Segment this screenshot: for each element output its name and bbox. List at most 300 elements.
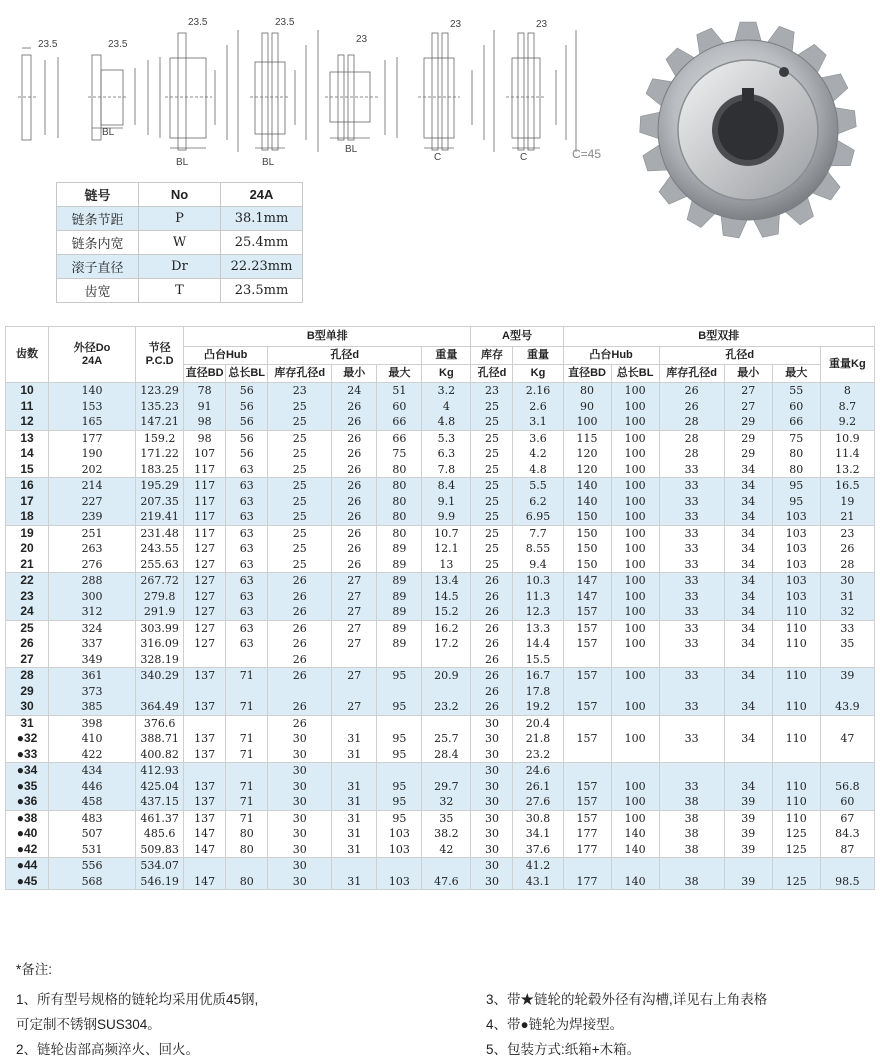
table-cell (332, 858, 377, 874)
table-cell: 4 (422, 399, 471, 415)
table-cell: 177 (49, 430, 136, 446)
teeth-cell: 11 (6, 399, 49, 415)
table-cell: 140 (611, 874, 659, 890)
table-row (6, 826, 875, 842)
table-cell: 32 (820, 604, 874, 620)
table-cell: 120 (563, 446, 611, 462)
table-cell (659, 652, 724, 668)
table-cell: 157 (563, 731, 611, 747)
table-row (6, 573, 875, 589)
note-item: 5、包装方式:纸箱+木箱。 (486, 1042, 641, 1057)
table-cell: 30 (268, 794, 332, 810)
dim-label: 23 (450, 19, 462, 30)
table-cell: 534.07 (136, 858, 184, 874)
header-text: 外径Do (73, 341, 111, 354)
table-cell: 31 (332, 810, 377, 826)
c-dimension-note: C=45 (572, 147, 602, 161)
table-cell: 71 (226, 810, 268, 826)
header-cell: 库存孔径d (659, 365, 724, 383)
table-cell: 12.1 (422, 541, 471, 557)
table-cell: 100 (611, 399, 659, 415)
table-cell: 34 (724, 668, 772, 684)
table-cell: 177 (563, 874, 611, 890)
note-item: 可定制不锈钢SUS304。 (16, 1017, 161, 1032)
table-cell: 33 (659, 589, 724, 605)
table-cell (724, 858, 772, 874)
table-cell: 80 (226, 826, 268, 842)
table-cell (226, 858, 268, 874)
table-cell: 8.55 (513, 541, 563, 557)
table-cell: 25 (268, 541, 332, 557)
spec-header-cell: 24A (221, 183, 303, 207)
table-cell: 30 (268, 810, 332, 826)
table-cell: 87 (820, 842, 874, 858)
table-cell: 60 (377, 399, 422, 415)
table-row (6, 842, 875, 858)
table-cell (611, 652, 659, 668)
table-cell: 34.1 (513, 826, 563, 842)
header-text: 节径 (148, 341, 171, 354)
drawing-b-single (165, 30, 238, 152)
table-cell: 26 (332, 414, 377, 430)
note-item: 1、所有型号规格的链轮均采用优质45钢, (16, 992, 259, 1007)
table-cell (772, 763, 820, 779)
table-cell: 25 (268, 478, 332, 494)
table-cell: 98 (184, 430, 226, 446)
chain-spec-table (56, 182, 303, 303)
table-cell: 25 (471, 541, 513, 557)
dim-label: 23.5 (275, 17, 295, 28)
table-cell: 13.2 (820, 462, 874, 478)
table-cell: 157 (563, 779, 611, 795)
table-cell: 153 (49, 399, 136, 415)
table-cell: 100 (611, 557, 659, 573)
table-cell: 63 (226, 462, 268, 478)
table-cell (820, 763, 874, 779)
table-cell: 103 (772, 573, 820, 589)
table-cell: 117 (184, 478, 226, 494)
table-cell: 483 (49, 810, 136, 826)
teeth-cell: 21 (6, 557, 49, 573)
table-cell: 110 (772, 636, 820, 652)
table-cell (772, 652, 820, 668)
table-cell: 30 (471, 763, 513, 779)
table-cell (136, 684, 184, 700)
table-cell: 39 (820, 668, 874, 684)
table-cell: 63 (226, 636, 268, 652)
table-cell (659, 715, 724, 731)
table-cell: 30 (268, 747, 332, 763)
table-cell: 26 (268, 573, 332, 589)
table-cell: 10.9 (820, 430, 874, 446)
table-cell: 31 (332, 779, 377, 795)
table-cell: 2.16 (513, 383, 563, 399)
table-cell: 26 (332, 557, 377, 573)
table-cell: 31 (820, 589, 874, 605)
table-cell (820, 652, 874, 668)
table-cell: 26 (268, 636, 332, 652)
table-cell: 137 (184, 779, 226, 795)
table-cell: 26 (332, 446, 377, 462)
table-cell (332, 652, 377, 668)
teeth-cell: 14 (6, 446, 49, 462)
teeth-cell: 15 (6, 462, 49, 478)
table-row (6, 858, 875, 874)
dim-label: BL (176, 157, 189, 168)
table-cell: 71 (226, 731, 268, 747)
table-cell: 20.4 (513, 715, 563, 731)
table-cell: 63 (226, 620, 268, 636)
table-cell: 29 (724, 430, 772, 446)
header-cell: 库存 (471, 347, 513, 365)
header-cell: 凸台Hub (563, 347, 659, 365)
table-cell: 140 (611, 826, 659, 842)
table-cell: 100 (611, 414, 659, 430)
table-cell: 171.22 (136, 446, 184, 462)
table-cell: 30 (471, 747, 513, 763)
header-cell: 直径BD (563, 365, 611, 383)
table-cell (332, 684, 377, 700)
table-cell: 75 (772, 430, 820, 446)
table-cell: 13.4 (422, 573, 471, 589)
table-cell: 63 (226, 478, 268, 494)
table-cell: 140 (563, 494, 611, 510)
table-cell (820, 715, 874, 731)
table-cell: 30 (268, 874, 332, 890)
table-cell: 33 (659, 557, 724, 573)
table-cell: 33 (659, 604, 724, 620)
table-cell: 110 (772, 794, 820, 810)
table-cell: 27 (332, 668, 377, 684)
header-cell: 凸台Hub (184, 347, 268, 365)
spec-cell: W (139, 231, 221, 255)
table-cell: 190 (49, 446, 136, 462)
table-cell: 30 (471, 731, 513, 747)
table-row (6, 715, 875, 731)
table-cell (332, 715, 377, 731)
table-cell: 26 (471, 604, 513, 620)
table-cell (377, 858, 422, 874)
header-cell: A型号 (471, 327, 563, 347)
teeth-cell: 17 (6, 494, 49, 510)
table-cell: 458 (49, 794, 136, 810)
table-cell: 30 (268, 763, 332, 779)
table-row (6, 763, 875, 779)
table-cell: 27 (332, 636, 377, 652)
table-cell: 127 (184, 620, 226, 636)
header-cell: 直径BD (184, 365, 226, 383)
table-cell: 207.35 (136, 494, 184, 510)
table-cell: 316.09 (136, 636, 184, 652)
header-cell (136, 327, 184, 383)
table-cell: 100 (611, 731, 659, 747)
table-cell: 135.23 (136, 399, 184, 415)
table-cell: 110 (772, 810, 820, 826)
table-cell: 9.2 (820, 414, 874, 430)
table-cell: 16.5 (820, 478, 874, 494)
table-cell (611, 684, 659, 700)
table-cell: 110 (772, 731, 820, 747)
table-cell: 110 (772, 620, 820, 636)
table-cell (772, 747, 820, 763)
table-cell (724, 684, 772, 700)
teeth-cell: ●34 (6, 763, 49, 779)
table-cell (422, 684, 471, 700)
table-cell: 39 (724, 826, 772, 842)
table-cell: 37.6 (513, 842, 563, 858)
table-cell (563, 858, 611, 874)
drawing-plate-type (18, 48, 58, 140)
table-cell: 33 (659, 478, 724, 494)
table-cell: 147 (563, 573, 611, 589)
table-cell: 100 (611, 589, 659, 605)
table-cell: 34 (724, 557, 772, 573)
table-row (6, 446, 875, 462)
table-cell: 25 (268, 414, 332, 430)
table-row (6, 399, 875, 415)
table-cell: 100 (611, 779, 659, 795)
table-cell: 150 (563, 557, 611, 573)
table-cell: 349 (49, 652, 136, 668)
table-cell: 33 (659, 509, 724, 525)
table-cell: 34 (724, 779, 772, 795)
table-cell: 100 (611, 699, 659, 715)
table-cell: 25 (268, 446, 332, 462)
table-cell (611, 858, 659, 874)
table-cell: 157 (563, 636, 611, 652)
table-cell: 66 (377, 430, 422, 446)
table-cell: 437.15 (136, 794, 184, 810)
teeth-cell: 25 (6, 620, 49, 636)
table-cell: 485.6 (136, 826, 184, 842)
table-cell: 243.55 (136, 541, 184, 557)
table-cell (724, 763, 772, 779)
table-cell: 89 (377, 557, 422, 573)
table-cell: 425.04 (136, 779, 184, 795)
table-row (6, 462, 875, 478)
header-cell: 重量 (422, 347, 471, 365)
header-text: 24A (81, 354, 103, 367)
table-cell: 30 (820, 573, 874, 589)
table-cell: 10.3 (513, 573, 563, 589)
table-cell: 26 (268, 620, 332, 636)
table-cell: 80 (563, 383, 611, 399)
table-cell: 33 (659, 668, 724, 684)
header-cell: 最小 (724, 365, 772, 383)
table-cell: 38 (659, 842, 724, 858)
table-cell: 107 (184, 446, 226, 462)
table-cell: 16.2 (422, 620, 471, 636)
table-cell: 33 (659, 636, 724, 652)
table-cell: 31 (332, 842, 377, 858)
table-cell: 38 (659, 794, 724, 810)
table-cell (611, 763, 659, 779)
table-cell: 100 (611, 573, 659, 589)
table-cell: 31 (332, 731, 377, 747)
table-cell: 157 (563, 604, 611, 620)
table-row (6, 478, 875, 494)
table-cell (820, 684, 874, 700)
table-cell: 26 (471, 668, 513, 684)
table-cell: 89 (377, 604, 422, 620)
table-cell: 3.2 (422, 383, 471, 399)
teeth-cell: 10 (6, 383, 49, 399)
table-cell: 25 (268, 399, 332, 415)
table-cell: 25 (268, 430, 332, 446)
table-cell (377, 652, 422, 668)
table-cell: 25 (268, 462, 332, 478)
table-cell: 103 (377, 842, 422, 858)
table-cell: 531 (49, 842, 136, 858)
table-cell: 25 (471, 399, 513, 415)
table-cell: 71 (226, 668, 268, 684)
table-cell: 147 (184, 874, 226, 890)
table-cell: 100 (611, 604, 659, 620)
table-cell: 34 (724, 525, 772, 541)
table-cell: 26 (268, 589, 332, 605)
table-cell: 66 (772, 414, 820, 430)
table-cell: 25 (471, 525, 513, 541)
table-cell: 27 (332, 699, 377, 715)
table-cell: 100 (611, 509, 659, 525)
table-cell: 12.3 (513, 604, 563, 620)
table-cell (563, 763, 611, 779)
dim-label: C (520, 152, 528, 163)
table-cell (659, 747, 724, 763)
table-cell: 267.72 (136, 573, 184, 589)
table-cell: 25 (471, 557, 513, 573)
table-cell: 32 (422, 794, 471, 810)
table-cell: 19.2 (513, 699, 563, 715)
table-cell: 26 (820, 541, 874, 557)
table-cell (563, 747, 611, 763)
table-cell: 63 (226, 494, 268, 510)
table-cell: 276 (49, 557, 136, 573)
table-cell: 28 (659, 446, 724, 462)
spec-cell: 链条节距 (57, 207, 139, 231)
table-cell: 89 (377, 541, 422, 557)
teeth-cell: 29 (6, 684, 49, 700)
table-cell: 25 (471, 478, 513, 494)
table-cell (184, 715, 226, 731)
table-cell: 34 (724, 604, 772, 620)
table-cell: 26 (268, 604, 332, 620)
table-cell: 23.2 (513, 747, 563, 763)
table-cell: 33 (659, 494, 724, 510)
spec-cell: 23.5mm (221, 279, 303, 303)
table-cell: 288 (49, 573, 136, 589)
table-cell: 263 (49, 541, 136, 557)
table-cell: 56 (226, 383, 268, 399)
teeth-cell: 26 (6, 636, 49, 652)
table-cell: 26 (268, 699, 332, 715)
table-cell: 25.7 (422, 731, 471, 747)
table-cell: 63 (226, 541, 268, 557)
header-cell (49, 327, 136, 383)
table-cell: 95 (377, 731, 422, 747)
table-cell: 17.8 (513, 684, 563, 700)
table-cell: 80 (226, 842, 268, 858)
table-cell: 137 (184, 668, 226, 684)
table-cell: 127 (184, 557, 226, 573)
table-cell: 127 (184, 541, 226, 557)
table-cell (820, 858, 874, 874)
table-cell: 446 (49, 779, 136, 795)
table-cell: 361 (49, 668, 136, 684)
sprocket-type-drawings (0, 0, 630, 170)
table-cell: 26 (471, 573, 513, 589)
header-cell: 孔径d (268, 347, 422, 365)
spec-header-cell: No (139, 183, 221, 207)
table-cell: 3.1 (513, 414, 563, 430)
table-cell: 95 (377, 779, 422, 795)
table-cell: 214 (49, 478, 136, 494)
table-cell: 39 (724, 874, 772, 890)
table-cell: 5.5 (513, 478, 563, 494)
table-cell: 30 (268, 826, 332, 842)
spec-cell: 链条内宽 (57, 231, 139, 255)
header-cell: Kg (422, 365, 471, 383)
table-cell: 30 (471, 874, 513, 890)
teeth-cell: 31 (6, 715, 49, 731)
table-row (6, 699, 875, 715)
header-cell: 最大 (772, 365, 820, 383)
spec-header-cell: 链号 (57, 183, 139, 207)
table-cell: 24 (332, 383, 377, 399)
table-cell: 26 (659, 399, 724, 415)
table-cell: 29 (724, 446, 772, 462)
table-cell: 34 (724, 509, 772, 525)
header-cell: 重量 (513, 347, 563, 365)
table-cell: 33 (659, 462, 724, 478)
table-cell: 127 (184, 636, 226, 652)
table-cell: 312 (49, 604, 136, 620)
table-cell: 117 (184, 509, 226, 525)
table-cell: 30 (471, 810, 513, 826)
table-cell (724, 715, 772, 731)
table-cell (772, 684, 820, 700)
header-cell: 最大 (377, 365, 422, 383)
table-cell: 67 (820, 810, 874, 826)
table-cell: 33 (659, 699, 724, 715)
table-row (6, 652, 875, 668)
table-cell: 103 (772, 557, 820, 573)
table-row (6, 494, 875, 510)
table-cell (184, 684, 226, 700)
table-cell: 7.7 (513, 525, 563, 541)
table-cell: 376.6 (136, 715, 184, 731)
table-cell: 30 (268, 858, 332, 874)
teeth-cell: ●44 (6, 858, 49, 874)
table-cell: 150 (563, 509, 611, 525)
table-body (6, 383, 875, 890)
table-cell: 103 (377, 874, 422, 890)
table-cell: 27.6 (513, 794, 563, 810)
table-cell: 51 (377, 383, 422, 399)
table-cell: 8 (820, 383, 874, 399)
table-cell: 33 (659, 525, 724, 541)
dim-label: BL (262, 157, 275, 168)
table-cell: 80 (377, 462, 422, 478)
table-cell: 31 (332, 794, 377, 810)
table-cell: 251 (49, 525, 136, 541)
drawing-hub-type (88, 55, 160, 140)
table-cell: 13.3 (513, 620, 563, 636)
table-row (6, 668, 875, 684)
table-cell: 147 (184, 842, 226, 858)
table-row (6, 810, 875, 826)
table-cell: 9.1 (422, 494, 471, 510)
